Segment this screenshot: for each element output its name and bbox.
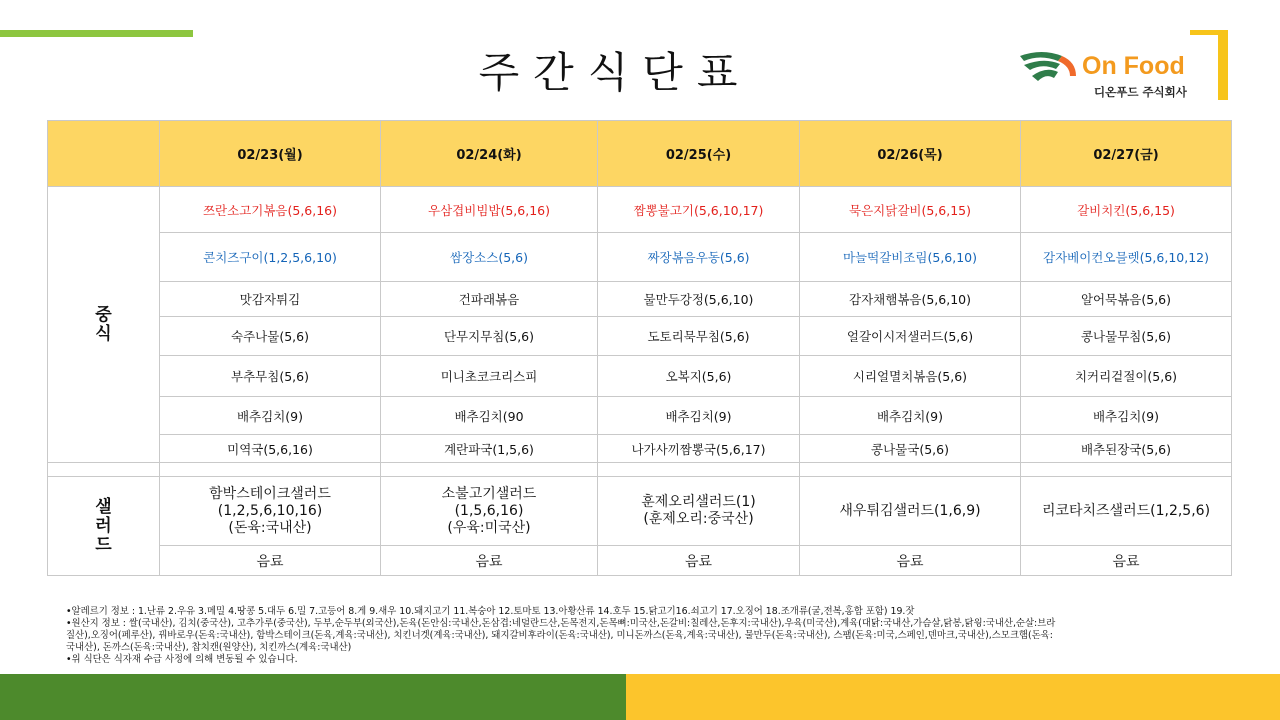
salad-row	[48, 477, 1232, 546]
menu-item: 배추김치(9)	[598, 397, 800, 435]
drink-item: 음료	[1021, 546, 1232, 576]
menu-item: 우삼겹비빔밥(5,6,16)	[381, 187, 598, 233]
table-row	[48, 282, 1232, 317]
menu-item: 얼갈이시저샐러드(5,6)	[800, 317, 1021, 356]
logo-brand-name: On Food	[1082, 52, 1185, 80]
day-header: 02/24(화)	[381, 121, 598, 187]
drink-item: 음료	[160, 546, 381, 576]
menu-item: 건파래볶음	[381, 282, 598, 317]
menu-item: 감자베이컨오믈렛(5,6,10,12)	[1021, 233, 1232, 282]
table-row	[48, 233, 1232, 282]
table-row	[48, 187, 1232, 233]
salad-origin: (훈제오리:중국산)	[643, 511, 754, 527]
salad-item	[598, 477, 800, 546]
salad-item	[1021, 477, 1232, 546]
page-title: 주간식단표	[478, 48, 752, 97]
leaf-stripes-icon	[1018, 48, 1080, 84]
origin-info-line: •원산지 정보 : 쌀(국내산), 김치(중국산), 고추가루(중국산), 두부,순두부(외국산),돈육(돈안심:국내산,돈삼겹:네덜란드산,돈목전지,돈목뼈:미국산,돈갈비:칠레산,돈후지:국내산),우육(미국산),계육(대닭:국내산,가슴살,닭봉,닭윙:국내산,순살:브라	[66, 618, 1056, 629]
company-logo	[1018, 30, 1228, 102]
menu-item: 숙주나물(5,6)	[160, 317, 381, 356]
table-row	[48, 356, 1232, 397]
menu-item: 마늘떡갈비조림(5,6,10)	[800, 233, 1021, 282]
footer-green-band	[0, 674, 626, 720]
menu-item: 갈비치킨(5,6,15)	[1021, 187, 1232, 233]
disclaimer: •위 식단은 식자재 수급 사정에 의해 변동될 수 있습니다.	[66, 654, 298, 665]
category-label: 샐러드	[95, 496, 112, 555]
salad-name: 함박스테이크샐러드	[209, 485, 331, 502]
menu-item: 치커리겉절이(5,6)	[1021, 356, 1232, 397]
salad-name: 훈제오리샐러드(1)	[641, 494, 756, 510]
spacer-cell	[598, 463, 800, 477]
menu-item: 시리얼멸치볶음(5,6)	[800, 356, 1021, 397]
menu-item: 계란파국(1,5,6)	[381, 435, 598, 463]
footer-yellow-band	[626, 674, 1280, 720]
salad-name: 리코타치즈샐러드(1,2,5,6)	[1041, 502, 1211, 519]
salad-origin: (우육:미국산)	[447, 519, 531, 536]
drink-item: 음료	[598, 546, 800, 576]
menu-item: 오복지(5,6)	[598, 356, 800, 397]
spacer-cell	[48, 463, 160, 477]
menu-item: 나가사끼짬뽕국(5,6,17)	[598, 435, 800, 463]
salad-name: 소불고기샐러드	[441, 485, 537, 502]
spacer-cell	[160, 463, 381, 477]
menu-item: 묵은지닭갈비(5,6,15)	[800, 187, 1021, 233]
table-row	[48, 317, 1232, 356]
drink-item: 음료	[381, 546, 598, 576]
logo-corner-frame	[1218, 30, 1228, 100]
day-header: 02/26(목)	[800, 121, 1021, 187]
drink-row	[48, 546, 1232, 576]
salad-name: 새우튀김샐러드(1,6,9)	[839, 502, 981, 519]
table-header-row	[48, 121, 1232, 187]
spacer-cell	[800, 463, 1021, 477]
salad-allergens: (1,5,6,16)	[454, 502, 524, 519]
menu-item: 맛감자튀김	[160, 282, 381, 317]
table-row	[48, 397, 1232, 435]
menu-item: 알어묵볶음(5,6)	[1021, 282, 1232, 317]
menu-item: 물만두강정(5,6,10)	[598, 282, 800, 317]
menu-item: 배추된장국(5,6)	[1021, 435, 1232, 463]
menu-item: 감자채햄볶음(5,6,10)	[800, 282, 1021, 317]
drink-item: 음료	[800, 546, 1021, 576]
origin-info-line: 질산),오징어(페루산), 꿔바로우(돈육:국내산), 함박스테이크(돈육,계육:국내산), 치킨너겟(계육:국내산), 돼지갈비후라이(돈육:국내산), 미니돈까스(돈육,계육:국내산), 물만두(돈육:국내산), 스팸(돈육:미국,스페인,덴마크,국내산),스모크햄(돈육:	[66, 630, 1053, 641]
menu-item: 도토리묵무침(5,6)	[598, 317, 800, 356]
top-accent-bar	[0, 30, 193, 37]
menu-item: 배추김치(9)	[1021, 397, 1232, 435]
day-header: 02/27(금)	[1021, 121, 1232, 187]
category-label: 중식	[95, 304, 112, 344]
menu-item: 짜장볶음우동(5,6)	[598, 233, 800, 282]
day-header: 02/23(월)	[160, 121, 381, 187]
origin-info-line: 국내산), 돈까스(돈육:국내산), 찹치캔(원양산), 치킨까스(계육:국내산)	[66, 642, 352, 653]
salad-item	[800, 477, 1021, 546]
menu-item: 배추김치(9)	[800, 397, 1021, 435]
menu-item: 미역국(5,6,16)	[160, 435, 381, 463]
menu-item: 쌈장소스(5,6)	[381, 233, 598, 282]
menu-item: 배추김치(90	[381, 397, 598, 435]
table-row	[48, 435, 1232, 463]
salad-origin: (돈육:국내산)	[228, 519, 312, 536]
footnotes	[66, 606, 1216, 666]
category-salad-cell	[48, 477, 160, 576]
salad-item	[381, 477, 598, 546]
menu-item: 부추무침(5,6)	[160, 356, 381, 397]
menu-item: 배추김치(9)	[160, 397, 381, 435]
menu-item: 콘치즈구이(1,2,5,6,10)	[160, 233, 381, 282]
logo-company-name: 디온푸드 주식회사	[1094, 85, 1187, 99]
salad-allergens: (1,2,5,6,10,16)	[217, 502, 323, 519]
menu-item: 단무지무침(5,6)	[381, 317, 598, 356]
menu-item: 콩나물국(5,6)	[800, 435, 1021, 463]
menu-item: 미니초코크리스피	[381, 356, 598, 397]
header-corner-cell	[48, 121, 160, 187]
day-header: 02/25(수)	[598, 121, 800, 187]
spacer-cell	[1021, 463, 1232, 477]
weekly-menu-table	[47, 120, 1232, 576]
allergy-info: •알레르기 정보 : 1.난류 2.우유 3.메밀 4.땅콩 5.대두 6.밀 7.고등어 8.게 9.새우 10.돼지고기 11.복숭아 12.토마토 13.아황산류 14.호두 15.닭고기16.쇠고기 17.오징어 18.조개류(굴,전복,홍합 포함) 19.잣	[66, 606, 915, 617]
salad-item	[160, 477, 381, 546]
category-lunch-cell	[48, 187, 160, 463]
menu-item: 쯔란소고기볶음(5,6,16)	[160, 187, 381, 233]
menu-item: 콩나물무침(5,6)	[1021, 317, 1232, 356]
spacer-cell	[381, 463, 598, 477]
spacer-row	[48, 463, 1232, 477]
menu-item: 짬뽕불고기(5,6,10,17)	[598, 187, 800, 233]
